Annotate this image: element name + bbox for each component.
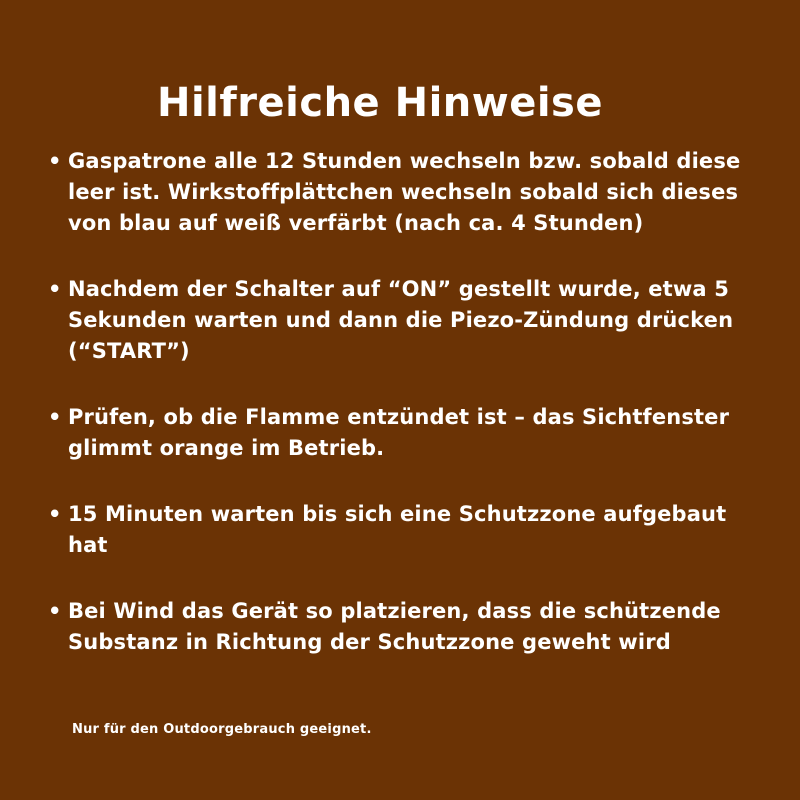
hint-item-3 (48, 402, 768, 464)
hint-text-3: Prüfen, ob die Flamme entzündet ist – das Sichtfenster glimmt orange im Betrieb. (68, 405, 730, 460)
bullet-icon: • (48, 405, 62, 429)
hint-item-5 (48, 596, 768, 658)
hint-item-4 (48, 499, 768, 561)
hint-text-4: 15 Minuten warten bis sich eine Schutzzone aufgebaut hat (68, 502, 727, 557)
bullet-icon: • (48, 149, 62, 173)
hint-text-1: Gaspatrone alle 12 Stunden wechseln bzw. sobald diese leer ist. Wirkstoffplättchen wechseln sobald sich dieses von blau auf weiß verfärbt (nach ca. 4 Stunden) (68, 149, 741, 235)
hint-item-2 (48, 274, 768, 367)
page-title: Hilfreiche Hinweise (156, 79, 603, 126)
hint-text-2: Nachdem der Schalter auf “ON” gestellt wurde, etwa 5 Sekunden warten und dann die Piezo-Zündung drücken (“START”) (68, 277, 734, 363)
bullet-icon: • (48, 277, 62, 301)
bullet-icon: • (48, 502, 62, 526)
hint-list (48, 146, 768, 693)
hint-item-1 (48, 146, 768, 239)
bullet-icon: • (48, 599, 62, 623)
footnote: Nur für den Outdoorgebrauch geeignet. (72, 722, 372, 737)
hint-text-5: Bei Wind das Gerät so platzieren, dass die schützende Substanz in Richtung der Schutzzone geweht wird (68, 599, 721, 654)
